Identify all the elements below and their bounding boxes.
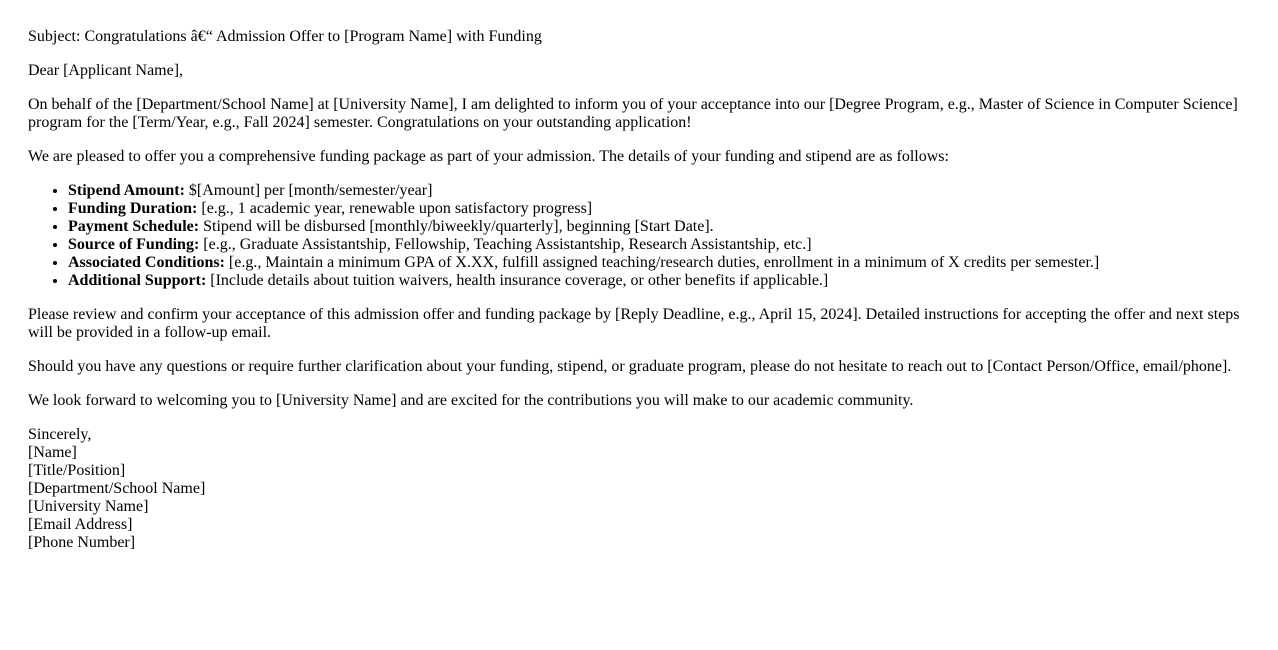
signature-phone: [Phone Number]: [28, 534, 136, 551]
funding-item-associated-conditions: [68, 254, 1250, 272]
funding-item-text: [e.g., Maintain a minimum GPA of X.XX, fulfill assigned teaching/research duties, enrollment in a minimum of X credits per semester.]: [224, 254, 1100, 271]
funding-item-text: [e.g., Graduate Assistantship, Fellowship, Teaching Assistantship, Research Assistantship, etc.]: [199, 236, 812, 253]
signature-department: [Department/School Name]: [28, 480, 206, 497]
funding-intro-paragraph: We are pleased to offer you a comprehensive funding package as part of your admission. The details of your funding and stipend are as follows:: [28, 148, 949, 165]
email-document: [28, 28, 1250, 552]
funding-item-additional-support: [68, 272, 1250, 290]
signature-title: [Title/Position]: [28, 462, 126, 479]
funding-item-label: Source of Funding:: [68, 236, 200, 253]
intro-paragraph: On behalf of the [Department/School Name] at [University Name], I am delighted to inform you of your acceptance into our [Degree Program, e.g., Master of Science in Computer Science] program for the [Term/Year, e.g., Fall 2024] semester. Congratulations on your outstanding application!: [28, 96, 1238, 131]
confirm-paragraph: Please review and confirm your acceptance of this admission offer and funding package by [Reply Deadline, e.g., April 15, 2024]. Detailed instructions for accepting the offer and next steps will be provided in a follow-up email.: [28, 306, 1240, 341]
funding-item-source-of-funding: [68, 236, 1250, 254]
funding-details-list: [28, 182, 1250, 290]
email-subject: Subject: Congratulations â€“ Admission Offer to [Program Name] with Funding: [28, 28, 542, 45]
signature-email: [Email Address]: [28, 516, 133, 533]
funding-item-funding-duration: [68, 200, 1250, 218]
funding-item-text: [e.g., 1 academic year, renewable upon satisfactory progress]: [197, 200, 593, 217]
closing-paragraph: We look forward to welcoming you to [University Name] and are excited for the contributions you will make to our academic community.: [28, 392, 914, 409]
signature-closing: Sincerely,: [28, 426, 92, 443]
email-greeting: Dear [Applicant Name],: [28, 62, 184, 79]
funding-item-text: Stipend will be disbursed [monthly/biweekly/quarterly], beginning [Start Date].: [199, 218, 714, 235]
funding-item-label: Stipend Amount:: [68, 182, 185, 199]
signature-university: [University Name]: [28, 498, 149, 515]
signature-block: [28, 426, 1250, 552]
funding-item-label: Funding Duration:: [68, 200, 198, 217]
funding-item-text: [Include details about tuition waivers, health insurance coverage, or other benefits if applicable.]: [206, 272, 829, 289]
funding-item-label: Payment Schedule:: [68, 218, 200, 235]
signature-name: [Name]: [28, 444, 77, 461]
funding-item-label: Associated Conditions:: [68, 254, 225, 271]
funding-item-payment-schedule: [68, 218, 1250, 236]
funding-item-text: $[Amount] per [month/semester/year]: [184, 182, 433, 199]
funding-item-stipend-amount: [68, 182, 1250, 200]
funding-item-label: Additional Support:: [68, 272, 207, 289]
questions-paragraph: Should you have any questions or require further clarification about your funding, stipend, or graduate program, please do not hesitate to reach out to [Contact Person/Office, email/phone].: [28, 358, 1232, 375]
